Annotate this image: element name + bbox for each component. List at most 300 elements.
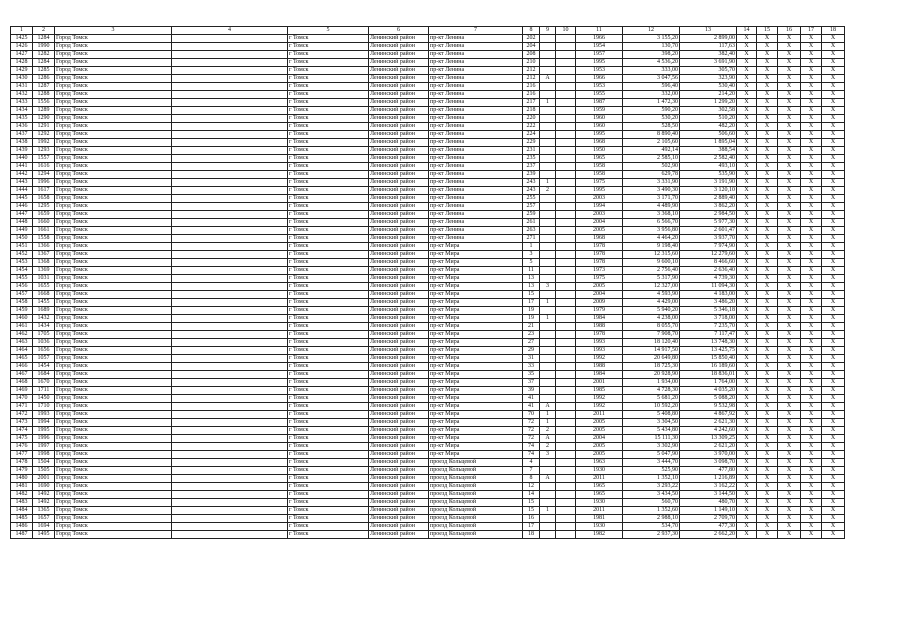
table-cell-col-18: X [822, 443, 845, 451]
table-cell-col-8: 217 [523, 99, 540, 107]
table-cell-col-6: Ленинский район [369, 347, 429, 355]
table-cell-col-14: X [737, 475, 757, 483]
table-cell-col-9: 2 [540, 427, 556, 435]
table-cell-col-12: 2 105,60 [623, 139, 680, 147]
table-cell-col-10 [556, 67, 576, 75]
table-cell-col-1: 1427 [11, 51, 33, 59]
table-cell-col-11: 1965 [576, 483, 623, 491]
table-cell-col-11: 1963 [576, 459, 623, 467]
table-cell-col-13: 12 279,60 [680, 251, 737, 259]
table-cell-col-18: X [822, 283, 845, 291]
table-cell-col-5: г Томск [288, 195, 369, 203]
table-cell-col-5: г Томск [288, 331, 369, 339]
table-cell-col-10 [556, 259, 576, 267]
table-cell-col-4 [172, 155, 288, 163]
table-cell-col-11: 1973 [576, 267, 623, 275]
table-row [11, 523, 845, 531]
table-cell-col-3: Город Томск [55, 395, 172, 403]
table-cell-col-17: X [801, 291, 822, 299]
table-cell-col-17: X [801, 347, 822, 355]
table-cell-col-1: 1470 [11, 395, 33, 403]
table-cell-col-5: г Томск [288, 91, 369, 99]
table-cell-col-14: X [737, 155, 757, 163]
table-cell-col-10 [556, 339, 576, 347]
table-cell-col-6: Ленинский район [369, 275, 429, 283]
column-number-15: 15 [757, 27, 778, 35]
table-cell-col-14: X [737, 75, 757, 83]
table-cell-col-11: 1958 [576, 163, 623, 171]
table-cell-col-13: 305,70 [680, 67, 737, 75]
column-number-13: 13 [680, 27, 737, 35]
table-cell-col-5: г Томск [288, 235, 369, 243]
table-row [11, 91, 845, 99]
table-cell-col-7: пр-кт Ленина [429, 195, 523, 203]
table-cell-col-10 [556, 203, 576, 211]
table-cell-col-6: Ленинский район [369, 195, 429, 203]
table-cell-col-7: пр-кт Мира [429, 315, 523, 323]
table-cell-col-9 [540, 259, 556, 267]
table-cell-col-10 [556, 187, 576, 195]
table-cell-col-16: X [778, 299, 801, 307]
table-cell-col-16: X [778, 467, 801, 475]
table-cell-col-13: 535,90 [680, 171, 737, 179]
table-cell-col-15: X [757, 227, 778, 235]
table-cell-col-14: X [737, 395, 757, 403]
table-cell-col-11: 1992 [576, 395, 623, 403]
table-cell-col-17: X [801, 147, 822, 155]
table-cell-col-13: 3 718,00 [680, 315, 737, 323]
table-cell-col-11: 1993 [576, 339, 623, 347]
table-cell-col-3: Город Томск [55, 331, 172, 339]
table-cell-col-9 [540, 267, 556, 275]
table-cell-col-11: 1985 [576, 387, 623, 395]
table-cell-col-14: X [737, 387, 757, 395]
table-cell-col-8: 239 [523, 171, 540, 179]
column-number-9: 9 [540, 27, 556, 35]
table-row [11, 171, 845, 179]
table-cell-col-15: X [757, 427, 778, 435]
table-cell-col-7: пр-кт Мира [429, 243, 523, 251]
housing-register-table [10, 26, 845, 539]
table-cell-col-16: X [778, 531, 801, 539]
table-cell-col-2: 1996 [33, 435, 55, 443]
table-cell-col-11: 1960 [576, 123, 623, 131]
table-cell-col-18: X [822, 371, 845, 379]
table-cell-col-7: проезд Кольцевой [429, 491, 523, 499]
table-cell-col-18: X [822, 83, 845, 91]
table-cell-col-3: Город Томск [55, 475, 172, 483]
table-cell-col-7: пр-кт Ленина [429, 75, 523, 83]
table-cell-col-3: Город Томск [55, 179, 172, 187]
table-cell-col-15: X [757, 243, 778, 251]
table-row [11, 83, 845, 91]
table-cell-col-10 [556, 99, 576, 107]
table-cell-col-1: 1428 [11, 59, 33, 67]
table-cell-col-8: 11 [523, 267, 540, 275]
table-cell-col-16: X [778, 139, 801, 147]
table-cell-col-1: 1455 [11, 275, 33, 283]
table-cell-col-12: 130,70 [623, 43, 680, 51]
table-row [11, 403, 845, 411]
table-cell-col-1: 1487 [11, 531, 33, 539]
table-cell-col-7: пр-кт Мира [429, 363, 523, 371]
table-cell-col-6: Ленинский район [369, 35, 429, 43]
table-cell-col-8: 204 [523, 43, 540, 51]
table-cell-col-2: 1036 [33, 339, 55, 347]
table-cell-col-8: 19 [523, 315, 540, 323]
table-cell-col-8: 1 [523, 243, 540, 251]
table-cell-col-12: 4 464,20 [623, 235, 680, 243]
table-cell-col-16: X [778, 115, 801, 123]
table-cell-col-12: 2 988,10 [623, 515, 680, 523]
table-cell-col-4 [172, 83, 288, 91]
table-cell-col-13: 2 984,50 [680, 211, 737, 219]
table-cell-col-6: Ленинский район [369, 531, 429, 539]
table-cell-col-2: 1031 [33, 275, 55, 283]
table-cell-col-15: X [757, 363, 778, 371]
table-cell-col-16: X [778, 83, 801, 91]
table-cell-col-4 [172, 251, 288, 259]
table-cell-col-16: X [778, 387, 801, 395]
table-cell-col-2: 1057 [33, 355, 55, 363]
table-cell-col-16: X [778, 427, 801, 435]
table-cell-col-6: Ленинский район [369, 515, 429, 523]
table-cell-col-3: Город Томск [55, 355, 172, 363]
table-cell-col-9 [540, 195, 556, 203]
table-cell-col-8: 16 [523, 515, 540, 523]
table-cell-col-18: X [822, 379, 845, 387]
table-cell-col-17: X [801, 435, 822, 443]
table-cell-col-1: 1456 [11, 283, 33, 291]
table-cell-col-12: 1 352,60 [623, 507, 680, 515]
table-cell-col-14: X [737, 411, 757, 419]
table-cell-col-8: 243 [523, 179, 540, 187]
table-cell-col-6: Ленинский район [369, 283, 429, 291]
table-cell-col-15: X [757, 59, 778, 67]
table-cell-col-12: 8 055,70 [623, 323, 680, 331]
table-cell-col-17: X [801, 59, 822, 67]
table-cell-col-1: 1436 [11, 123, 33, 131]
table-cell-col-15: X [757, 355, 778, 363]
table-cell-col-10 [556, 75, 576, 83]
table-cell-col-7: пр-кт Ленина [429, 155, 523, 163]
table-cell-col-5: г Томск [288, 59, 369, 67]
table-cell-col-11: 2005 [576, 419, 623, 427]
table-cell-col-8: 18 [523, 531, 540, 539]
table-cell-col-3: Город Томск [55, 43, 172, 51]
table-row [11, 355, 845, 363]
table-cell-col-16: X [778, 203, 801, 211]
table-cell-col-17: X [801, 515, 822, 523]
table-cell-col-2: 1658 [33, 195, 55, 203]
table-cell-col-8: 39 [523, 387, 540, 395]
table-cell-col-13: 3 970,00 [680, 451, 737, 459]
table-cell-col-12: 530,20 [623, 115, 680, 123]
table-cell-col-17: X [801, 411, 822, 419]
table-cell-col-4 [172, 515, 288, 523]
table-cell-col-3: Город Томск [55, 411, 172, 419]
table-cell-col-13: 13 748,30 [680, 339, 737, 347]
table-cell-col-6: Ленинский район [369, 243, 429, 251]
table-cell-col-17: X [801, 363, 822, 371]
table-cell-col-11: 1966 [576, 75, 623, 83]
table-cell-col-11: 2005 [576, 443, 623, 451]
table-cell-col-4 [172, 195, 288, 203]
table-cell-col-10 [556, 491, 576, 499]
table-cell-col-3: Город Томск [55, 123, 172, 131]
table-cell-col-2: 1558 [33, 235, 55, 243]
table-cell-col-18: X [822, 35, 845, 43]
table-cell-col-3: Город Томск [55, 387, 172, 395]
table-cell-col-12: 528,50 [623, 123, 680, 131]
table-cell-col-6: Ленинский район [369, 483, 429, 491]
table-cell-col-5: г Томск [288, 387, 369, 395]
table-cell-col-8: 23 [523, 331, 540, 339]
table-cell-col-18: X [822, 299, 845, 307]
table-cell-col-7: пр-кт Мира [429, 435, 523, 443]
table-cell-col-16: X [778, 243, 801, 251]
table-cell-col-17: X [801, 275, 822, 283]
table-cell-col-10 [556, 411, 576, 419]
table-cell-col-14: X [737, 275, 757, 283]
table-cell-col-14: X [737, 435, 757, 443]
table-cell-col-5: г Томск [288, 75, 369, 83]
table-cell-col-16: X [778, 283, 801, 291]
table-cell-col-6: Ленинский район [369, 451, 429, 459]
table-cell-col-18: X [822, 403, 845, 411]
table-cell-col-2: 1288 [33, 91, 55, 99]
table-cell-col-5: г Томск [288, 323, 369, 331]
table-cell-col-2: 1684 [33, 371, 55, 379]
table-cell-col-8: 3 [523, 251, 540, 259]
table-cell-col-14: X [737, 347, 757, 355]
table-cell-col-3: Город Томск [55, 459, 172, 467]
table-row [11, 67, 845, 75]
table-cell-col-17: X [801, 299, 822, 307]
table-cell-col-7: пр-кт Мира [429, 307, 523, 315]
table-cell-col-16: X [778, 179, 801, 187]
table-cell-col-4 [172, 163, 288, 171]
table-cell-col-17: X [801, 283, 822, 291]
table-cell-col-5: г Томск [288, 187, 369, 195]
table-cell-col-6: Ленинский район [369, 187, 429, 195]
table-cell-col-3: Город Томск [55, 347, 172, 355]
table-cell-col-4 [172, 499, 288, 507]
table-cell-col-5: г Томск [288, 179, 369, 187]
table-cell-col-14: X [737, 523, 757, 531]
table-cell-col-3: Город Томск [55, 131, 172, 139]
table-cell-col-8: 12 [523, 483, 540, 491]
table-cell-col-17: X [801, 395, 822, 403]
table-cell-col-1: 1460 [11, 315, 33, 323]
table-cell-col-17: X [801, 75, 822, 83]
table-cell-col-10 [556, 531, 576, 539]
table-cell-col-10 [556, 307, 576, 315]
table-cell-col-12: 1 934,00 [623, 379, 680, 387]
table-cell-col-16: X [778, 227, 801, 235]
table-cell-col-16: X [778, 395, 801, 403]
table-cell-col-1: 1467 [11, 371, 33, 379]
table-cell-col-12: 9 198,40 [623, 243, 680, 251]
table-cell-col-1: 1431 [11, 83, 33, 91]
table-cell-col-3: Город Томск [55, 299, 172, 307]
table-cell-col-6: Ленинский район [369, 267, 429, 275]
table-cell-col-11: 2005 [576, 451, 623, 459]
table-row [11, 499, 845, 507]
table-cell-col-16: X [778, 411, 801, 419]
table-cell-col-5: г Томск [288, 171, 369, 179]
table-cell-col-7: пр-кт Мира [429, 379, 523, 387]
table-cell-col-17: X [801, 315, 822, 323]
table-cell-col-10 [556, 427, 576, 435]
table-cell-col-5: г Томск [288, 483, 369, 491]
table-cell-col-8: 202 [523, 35, 540, 43]
table-cell-col-4 [172, 139, 288, 147]
table-cell-col-13: 7 117,47 [680, 331, 737, 339]
table-row [11, 451, 845, 459]
table-cell-col-5: г Томск [288, 355, 369, 363]
table-cell-col-2: 1505 [33, 467, 55, 475]
table-cell-col-3: Город Томск [55, 75, 172, 83]
table-cell-col-2: 1711 [33, 387, 55, 395]
table-cell-col-11: 1984 [576, 315, 623, 323]
table-cell-col-18: X [822, 251, 845, 259]
table-cell-col-13: 11 094,30 [680, 283, 737, 291]
table-cell-col-13: 2 889,40 [680, 195, 737, 203]
table-cell-col-17: X [801, 371, 822, 379]
table-cell-col-8: 216 [523, 83, 540, 91]
table-cell-col-18: X [822, 179, 845, 187]
table-cell-col-17: X [801, 91, 822, 99]
table-cell-col-6: Ленинский район [369, 235, 429, 243]
table-cell-col-14: X [737, 499, 757, 507]
table-cell-col-14: X [737, 419, 757, 427]
table-cell-col-12: 5 408,80 [623, 411, 680, 419]
table-cell-col-6: Ленинский район [369, 83, 429, 91]
table-cell-col-11: 1960 [576, 115, 623, 123]
table-cell-col-2: 1993 [33, 411, 55, 419]
table-cell-col-13: 16 189,60 [680, 363, 737, 371]
table-cell-col-9 [540, 131, 556, 139]
table-cell-col-9 [540, 107, 556, 115]
table-cell-col-15: X [757, 443, 778, 451]
table-cell-col-5: г Томск [288, 67, 369, 75]
table-cell-col-17: X [801, 203, 822, 211]
table-cell-col-14: X [737, 203, 757, 211]
table-cell-col-13: 2 662,20 [680, 531, 737, 539]
table-cell-col-4 [172, 419, 288, 427]
table-cell-col-13: 4 739,30 [680, 275, 737, 283]
table-cell-col-18: X [822, 467, 845, 475]
table-cell-col-6: Ленинский район [369, 395, 429, 403]
table-cell-col-10 [556, 331, 576, 339]
table-cell-col-6: Ленинский район [369, 315, 429, 323]
table-cell-col-12: 20 928,90 [623, 371, 680, 379]
table-cell-col-8: 31 [523, 355, 540, 363]
table-cell-col-14: X [737, 283, 757, 291]
table-cell-col-1: 1438 [11, 139, 33, 147]
table-cell-col-9: 1 [540, 507, 556, 515]
table-cell-col-14: X [737, 243, 757, 251]
table-cell-col-18: X [822, 523, 845, 531]
table-cell-col-11: 2004 [576, 219, 623, 227]
table-cell-col-11: 1954 [576, 43, 623, 51]
table-cell-col-9 [540, 395, 556, 403]
table-cell-col-11: 1968 [576, 139, 623, 147]
table-cell-col-13: 388,54 [680, 147, 737, 155]
table-cell-col-10 [556, 91, 576, 99]
table-cell-col-6: Ленинский район [369, 459, 429, 467]
table-cell-col-15: X [757, 459, 778, 467]
table-cell-col-3: Город Томск [55, 531, 172, 539]
table-cell-col-9 [540, 51, 556, 59]
table-cell-col-18: X [822, 363, 845, 371]
table-cell-col-7: пр-кт Мира [429, 451, 523, 459]
table-cell-col-7: пр-кт Мира [429, 283, 523, 291]
table-cell-col-15: X [757, 107, 778, 115]
table-cell-col-5: г Томск [288, 371, 369, 379]
table-cell-col-16: X [778, 435, 801, 443]
table-cell-col-15: X [757, 195, 778, 203]
table-cell-col-18: X [822, 395, 845, 403]
table-cell-col-9 [540, 211, 556, 219]
table-cell-col-8: 218 [523, 107, 540, 115]
table-cell-col-7: пр-кт Ленина [429, 235, 523, 243]
table-cell-col-15: X [757, 275, 778, 283]
table-cell-col-15: X [757, 451, 778, 459]
table-cell-col-9 [540, 371, 556, 379]
table-row [11, 299, 845, 307]
table-cell-col-13: 323,90 [680, 75, 737, 83]
table-cell-col-1: 1464 [11, 347, 33, 355]
table-cell-col-10 [556, 451, 576, 459]
table-cell-col-12: 15 111,30 [623, 435, 680, 443]
table-cell-col-10 [556, 499, 576, 507]
table-cell-col-14: X [737, 219, 757, 227]
table-cell-col-13: 7 974,90 [680, 243, 737, 251]
table-cell-col-7: проезд Кольцевой [429, 467, 523, 475]
table-cell-col-8: 15 [523, 291, 540, 299]
table-cell-col-12: 398,20 [623, 51, 680, 59]
table-cell-col-1: 1435 [11, 115, 33, 123]
table-cell-col-6: Ленинский район [369, 203, 429, 211]
table-row [11, 235, 845, 243]
table-cell-col-2: 1689 [33, 307, 55, 315]
table-row [11, 459, 845, 467]
table-cell-col-10 [556, 467, 576, 475]
table-cell-col-1: 1452 [11, 251, 33, 259]
table-cell-col-15: X [757, 171, 778, 179]
table-cell-col-7: пр-кт Ленина [429, 147, 523, 155]
table-cell-col-8: 237 [523, 163, 540, 171]
table-cell-col-11: 1957 [576, 51, 623, 59]
table-cell-col-12: 5 317,90 [623, 275, 680, 283]
table-cell-col-15: X [757, 523, 778, 531]
table-cell-col-1: 1434 [11, 107, 33, 115]
table-cell-col-3: Город Томск [55, 107, 172, 115]
column-number-header-row [11, 27, 845, 35]
table-cell-col-1: 1437 [11, 131, 33, 139]
table-cell-col-8: 222 [523, 123, 540, 131]
table-row [11, 43, 845, 51]
table-cell-col-15: X [757, 307, 778, 315]
table-cell-col-16: X [778, 491, 801, 499]
table-cell-col-5: г Томск [288, 155, 369, 163]
table-cell-col-13: 3 162,22 [680, 483, 737, 491]
table-cell-col-12: 18 120,40 [623, 339, 680, 347]
table-cell-col-9 [540, 91, 556, 99]
table-cell-col-16: X [778, 307, 801, 315]
